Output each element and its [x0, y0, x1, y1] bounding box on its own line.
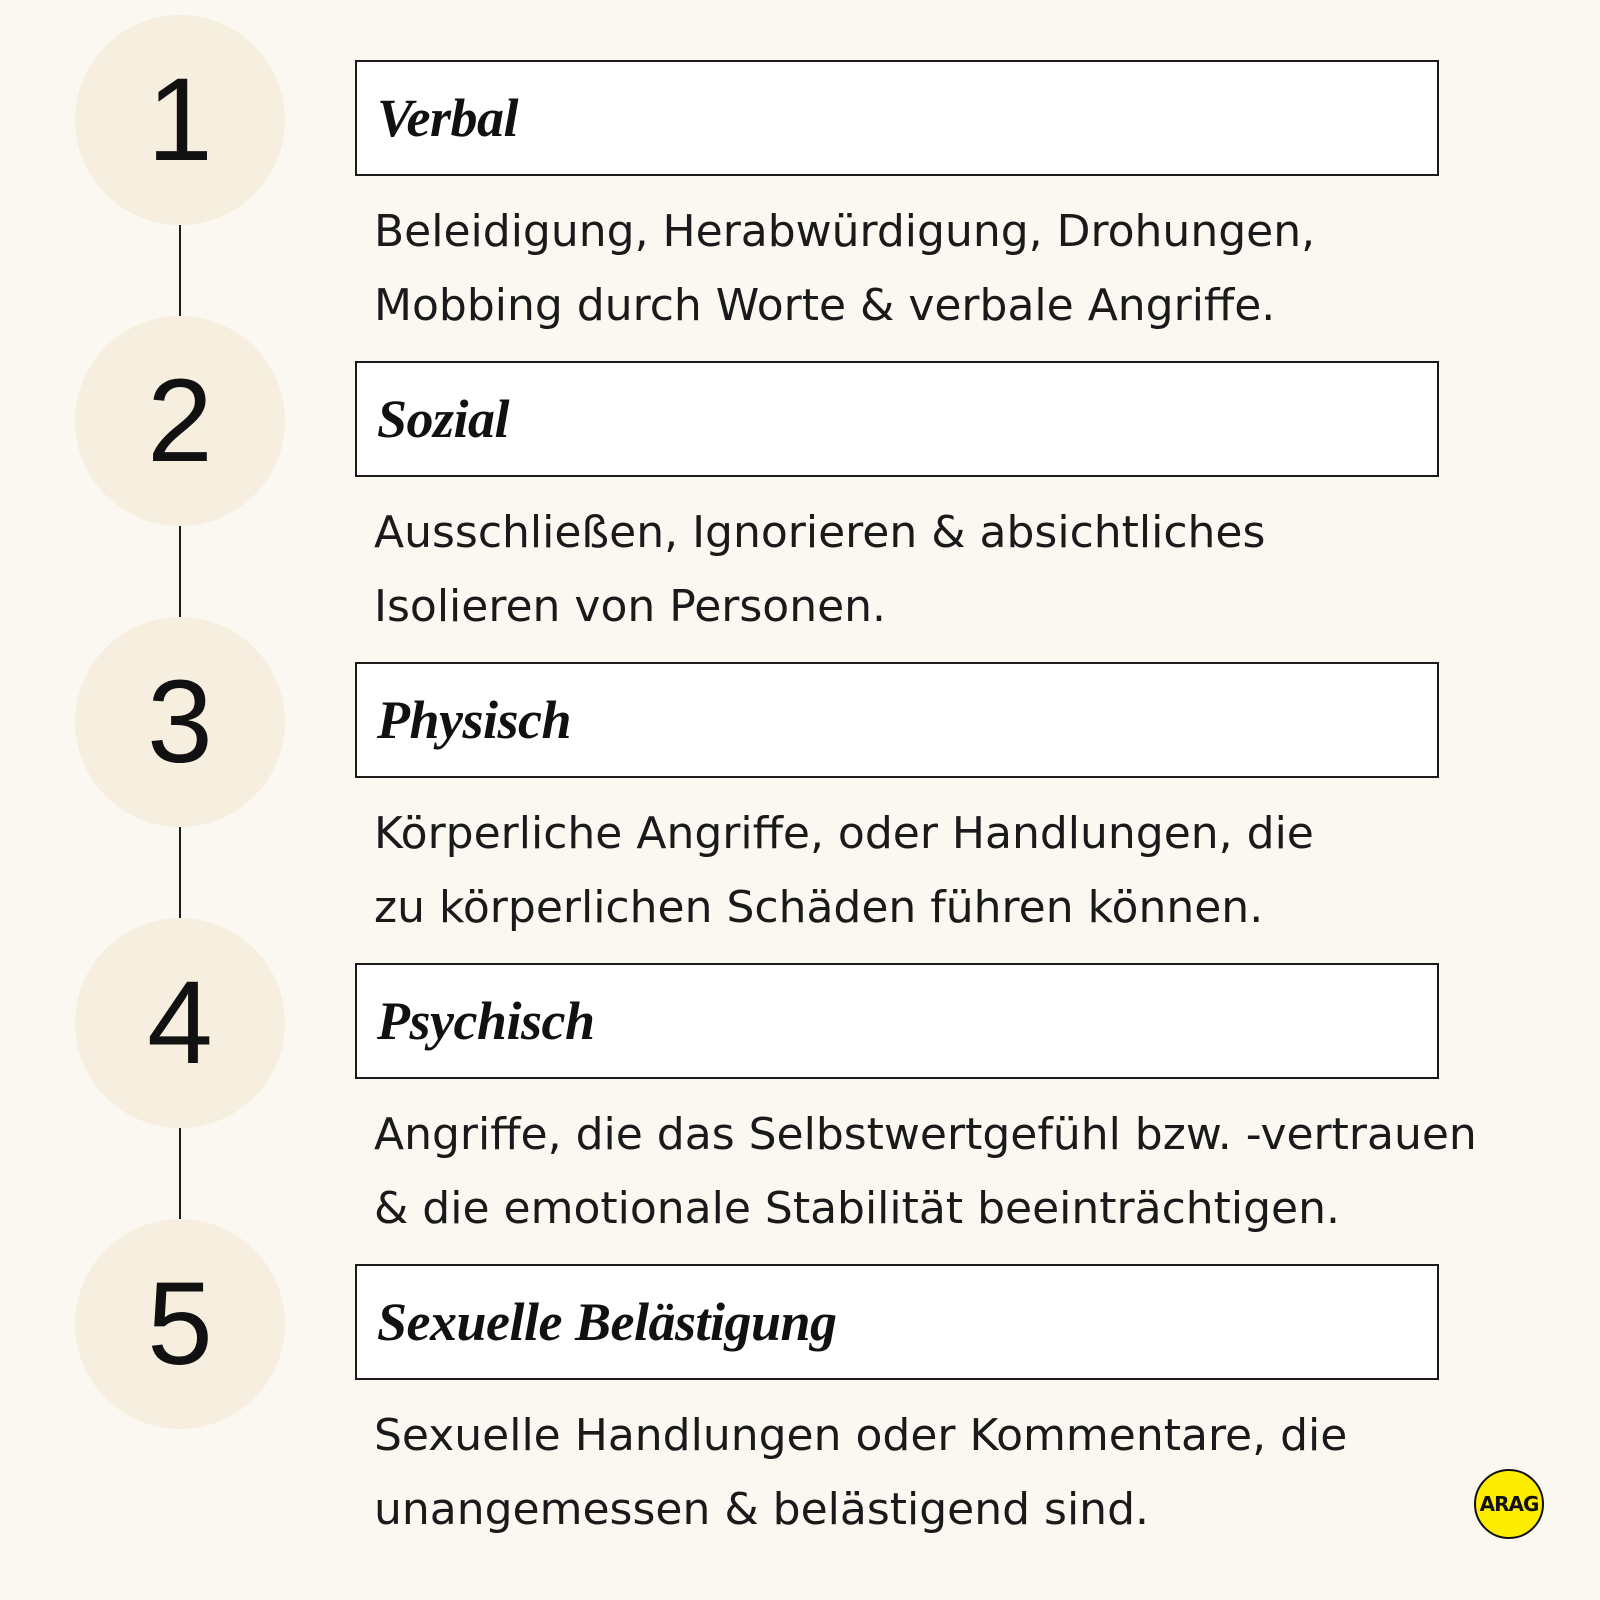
step-number-4: 4: [147, 957, 213, 1089]
category-title-sexuelle-belaestigung: Sexuelle Belästigung: [377, 1292, 837, 1352]
category-title-box-verbal: [355, 60, 1439, 176]
step-number-circle-2: [75, 316, 285, 526]
step-number-2: 2: [147, 355, 213, 487]
description-line: zu körperlichen Schäden führen können.: [374, 882, 1264, 933]
arag-logo: [1474, 1469, 1544, 1539]
connector-line-2-3: [179, 526, 181, 618]
connector-line-4-5: [179, 1128, 181, 1220]
description-line: Ausschließen, Ignorieren & absichtliches: [374, 507, 1266, 558]
category-title-sozial: Sozial: [377, 389, 510, 449]
description-line: Beleidigung, Herabwürdigung, Drohungen,: [374, 206, 1316, 257]
step-number-circle-3: [75, 617, 285, 827]
description-line: unangemessen & belästigend sind.: [374, 1484, 1149, 1535]
category-description-sexuelle-belaestigung: [374, 1399, 1594, 1547]
category-description-physisch: [374, 797, 1594, 945]
category-description-psychisch: [374, 1098, 1594, 1246]
category-title-box-physisch: [355, 662, 1439, 778]
connector-line-1-2: [179, 225, 181, 317]
category-title-verbal: Verbal: [377, 88, 519, 148]
category-title-box-sozial: [355, 361, 1439, 477]
category-title-box-sexuelle-belaestigung: [355, 1264, 1439, 1380]
category-description-verbal: [374, 195, 1594, 343]
description-line: Körperliche Angriffe, oder Handlungen, die: [374, 808, 1314, 859]
step-number-circle-5: [75, 1219, 285, 1429]
description-line: Mobbing durch Worte & verbale Angriffe.: [374, 280, 1276, 331]
description-line: & die emotionale Stabilität beeinträchtigen.: [374, 1183, 1341, 1234]
step-number-circle-1: [75, 15, 285, 225]
category-title-box-psychisch: [355, 963, 1439, 1079]
step-number-1: 1: [147, 54, 213, 186]
step-number-circle-4: [75, 918, 285, 1128]
category-title-psychisch: Psychisch: [377, 991, 595, 1051]
description-line: Sexuelle Handlungen oder Kommentare, die: [374, 1410, 1348, 1461]
arag-logo-text: ARAG: [1479, 1492, 1539, 1516]
step-number-5: 5: [147, 1258, 213, 1390]
step-number-3: 3: [147, 656, 213, 788]
category-title-physisch: Physisch: [377, 690, 572, 750]
category-description-sozial: [374, 496, 1594, 644]
description-line: Isolieren von Personen.: [374, 581, 887, 632]
description-line: Angriffe, die das Selbstwertgefühl bzw. -vertrauen: [374, 1109, 1477, 1160]
connector-line-3-4: [179, 827, 181, 919]
